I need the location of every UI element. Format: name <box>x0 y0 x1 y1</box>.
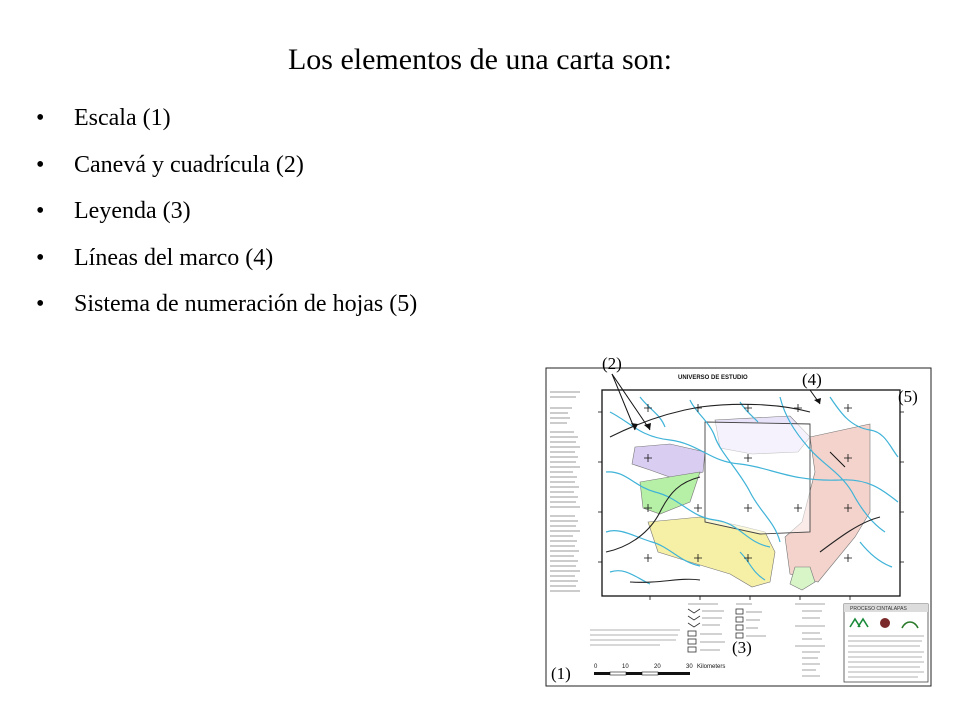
map-figure <box>540 352 940 692</box>
bullet-marker: • <box>36 198 45 224</box>
bullet-item <box>36 151 417 179</box>
bullet-list <box>36 104 417 337</box>
project-logo-seal <box>880 618 890 628</box>
bullet-marker: • <box>36 244 45 271</box>
map-title: UNIVERSO DE ESTUDIO <box>678 375 748 381</box>
bullet-item <box>36 104 417 132</box>
callout-legend: (3) <box>732 638 752 657</box>
bullet-text: Escala (1) <box>74 105 171 131</box>
project-box <box>844 604 928 682</box>
study-area-outline <box>705 422 810 534</box>
bullet-text: Canevá y cuadrícula (2) <box>74 151 304 178</box>
bullet-text: Leyenda (3) <box>74 198 191 224</box>
callout-frame-lines: (4) <box>802 370 822 389</box>
scale-unit: Kilometers <box>697 664 726 670</box>
project-label: PROCESO CINTALAPAS <box>850 606 907 612</box>
bullet-text: Sistema de numeración de hojas (5) <box>74 291 418 317</box>
callout-sheet-numbering: (5) <box>898 387 918 406</box>
scale-tick-label: 20 <box>654 664 661 670</box>
bullet-item <box>36 290 417 318</box>
scale-tick-label: 30 <box>686 664 693 670</box>
bullet-item <box>36 244 417 272</box>
bullet-marker: • <box>36 151 45 178</box>
callout-canevas: (2) <box>602 354 622 373</box>
scale-tick-label: 0 <box>594 664 598 670</box>
bullet-text: Líneas del marco (4) <box>74 244 274 271</box>
bullet-marker: • <box>36 291 45 317</box>
bullet-item <box>36 197 417 225</box>
bullet-marker: • <box>36 105 45 131</box>
callout-scale: (1) <box>551 664 571 683</box>
scale-tick-label: 10 <box>622 664 629 670</box>
slide-title: Los elementos de una carta son: <box>287 43 673 76</box>
